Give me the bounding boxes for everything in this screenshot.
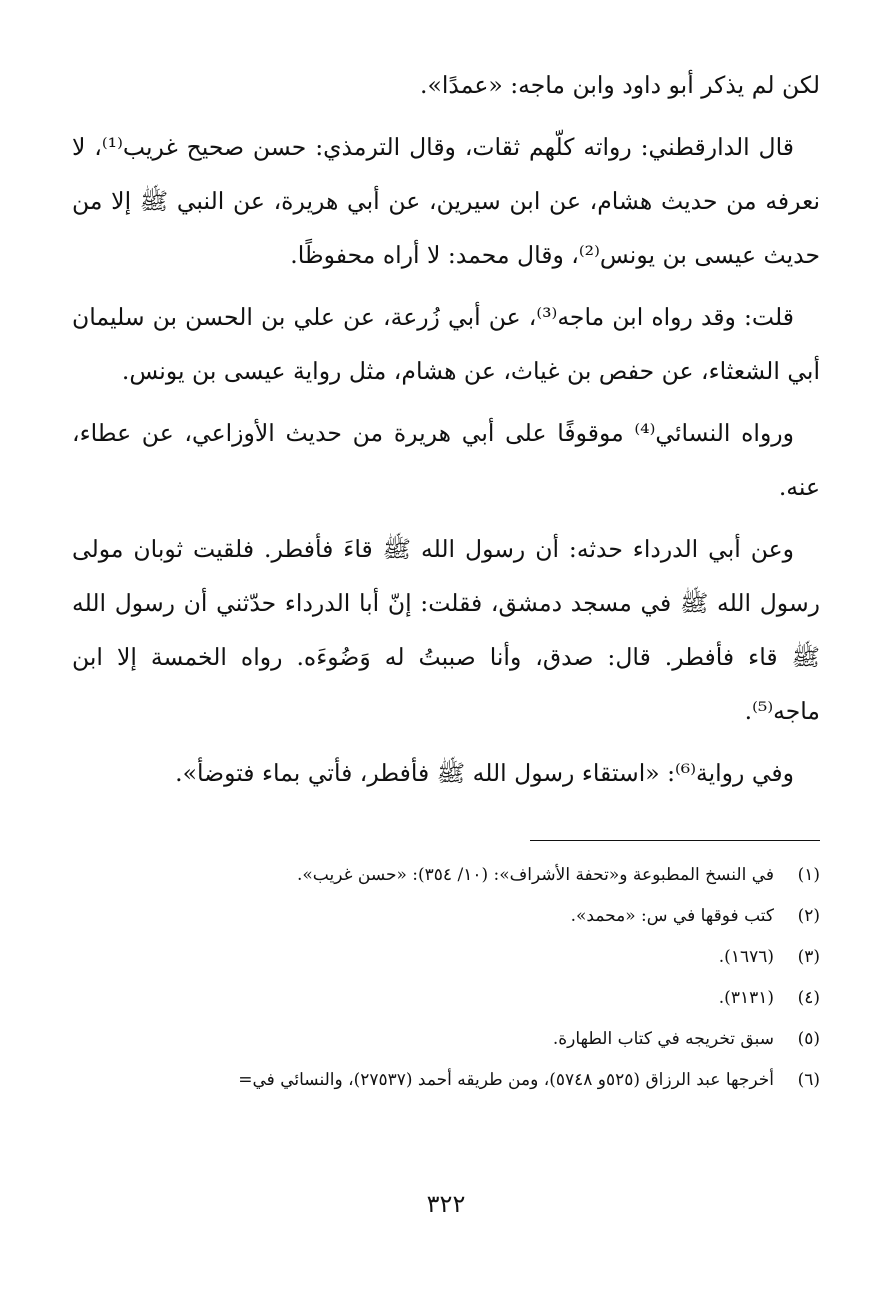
footnote-number: (٢) <box>797 906 820 926</box>
footnote-text: في النسخ المطبوعة و«تحفة الأشراف»: (١٠/ ٣٥٤): «حسن غريب». <box>296 865 774 885</box>
footnote-text: أخرجها عبد الرزاق (٥٢٥و ٥٧٤٨)، ومن طريقه أحمد (٢٧٥٣٧)، والنسائي في= <box>238 1070 774 1090</box>
footnote-2 <box>72 896 820 937</box>
footnote-text: كتب فوقها في س: «محمد». <box>570 906 774 926</box>
paragraph-4: ورواه النسائي⁽⁴⁾ موقوفًا على أبي هريرة من حديث الأوزاعي، عن عطاء، عنه. <box>72 419 820 501</box>
paragraph-3: قلت: وقد رواه ابن ماجه⁽³⁾، عن أبي زُرعة، عن علي بن الحسن بن سليمان أبي الشعثاء، عن حفص بن غياث، عن هشام، مثل رواية عيسى بن يونس. <box>72 303 820 385</box>
paragraph-5: وعن أبي الدرداء حدثه: أن رسول الله ﷺ قاءَ فأفطر. فلقيت ثوبان مولى رسول الله ﷺ في مسجد دمشق، فقلت: إنّ أبا الدرداء حدّثني أن رسول الله ﷺ قاء فأفطر. قال: صدق، وأنا صببتُ له وَضُوءَه. رواه الخمسة إلا ابن ماجه⁽⁵⁾. <box>72 535 820 725</box>
footnotes-list <box>72 855 820 1101</box>
footnote-number: (١) <box>797 865 820 885</box>
footnote-text: (٣١٣١). <box>718 988 774 1008</box>
footnote-text: (١٦٧٦). <box>718 947 774 967</box>
footnote-number: (٦) <box>797 1070 820 1090</box>
footnote-3 <box>72 937 820 978</box>
footnote-4 <box>72 978 820 1019</box>
footnote-text: سبق تخريجه في كتاب الطهارة. <box>552 1029 774 1049</box>
footnote-5 <box>72 1019 820 1060</box>
main-text <box>72 58 820 800</box>
footnote-number: (٣) <box>797 947 820 967</box>
paragraph-2: قال الدارقطني: رواته كلّهم ثقات، وقال الترمذي: حسن صحيح غريب⁽¹⁾، لا نعرفه من حديث هشام، عن ابن سيرين، عن أبي هريرة، عن النبي ﷺ إلا من حديث عيسى بن يونس⁽²⁾، وقال محمد: لا أراه محفوظًا. <box>72 133 820 269</box>
paragraph-6: وفي رواية⁽⁶⁾: «استقاء رسول الله ﷺ فأفطر، فأتي بماء فتوضأ». <box>175 759 794 787</box>
footnote-1 <box>72 855 820 896</box>
footnote-number: (٥) <box>797 1029 820 1049</box>
page-content <box>72 58 820 1117</box>
footnote-6 <box>72 1060 820 1101</box>
footnote-number: (٤) <box>797 988 820 1008</box>
footnote-divider <box>530 840 820 841</box>
page-number: ٣٢٢ <box>426 1190 466 1218</box>
paragraph-1: لكن لم يذكر أبو داود وابن ماجه: «عمدًا». <box>420 71 820 99</box>
